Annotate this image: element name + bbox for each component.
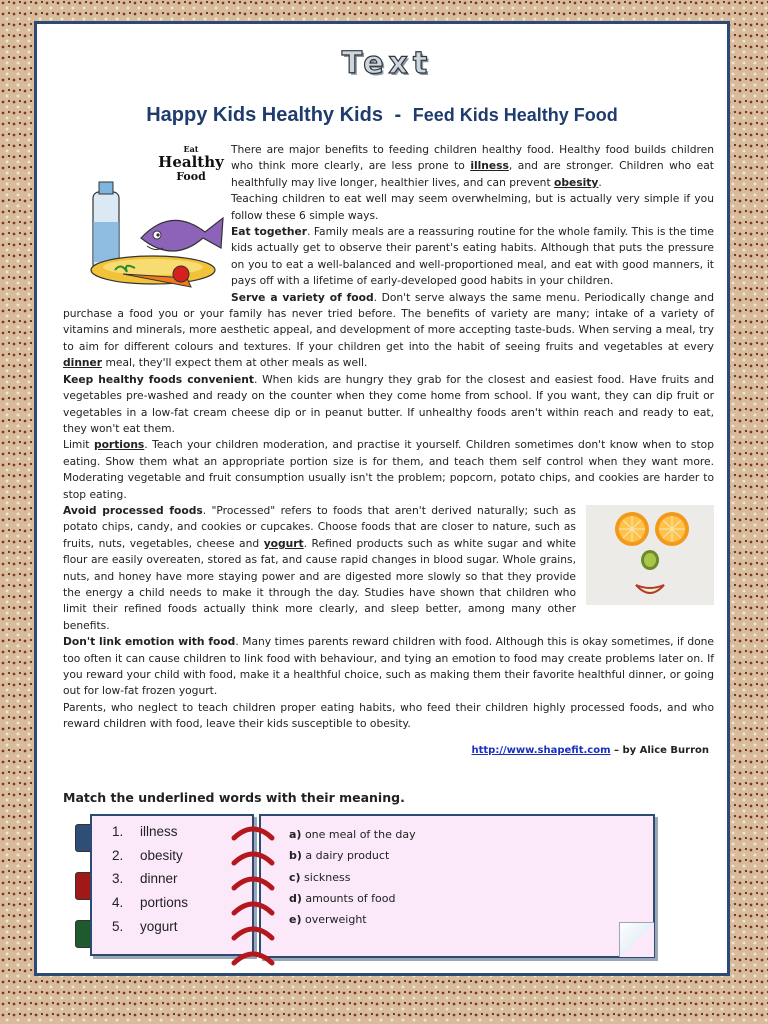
heading-processed: Avoid processed foods (63, 503, 203, 517)
word-text: dinner (140, 871, 178, 887)
fruit-face-photo (586, 505, 714, 605)
word-text: illness (140, 824, 178, 839)
illustration-caption-healthy: Healthy (158, 153, 224, 171)
underlined-word-yogurt: yogurt (263, 536, 304, 550)
binder-ring-icon (231, 826, 275, 841)
illustration-caption-food: Food (176, 170, 206, 183)
article-paragraph-conclusion (63, 700, 714, 733)
word-number: 5. (112, 918, 124, 934)
title-separator: - (394, 104, 402, 126)
p1-text-d: . (598, 175, 602, 189)
word-text: yogurt (140, 918, 178, 934)
article-paragraph-portions (63, 437, 714, 503)
p1-text-b: . Healthy food builds children who think more clearly, are less prone to (231, 143, 715, 173)
exercise-instruction: Match the underlined words with their meaning. (63, 790, 405, 805)
illustration-caption-eat: Eat (183, 144, 199, 154)
definition-item (289, 913, 416, 934)
healthy-food-illustration (63, 142, 231, 292)
underlined-word-obesity: obesity (554, 175, 599, 189)
definition-letter: d) (289, 891, 302, 905)
source-link[interactable]: http://www.shapefit.com (471, 745, 611, 756)
article-paragraph-emotion (63, 634, 714, 700)
definition-letter: b) (289, 849, 302, 863)
word-text: obesity (140, 847, 183, 863)
heading-eat-together: Eat together (231, 225, 307, 239)
word-number: 3. (112, 871, 124, 887)
word-number: 2. (112, 847, 124, 863)
page-curl-corner (619, 922, 654, 957)
article-paragraph-processed (63, 503, 714, 634)
definition-item (289, 871, 416, 892)
notebook-tab-3 (75, 920, 91, 948)
worksheet-sheet (34, 21, 730, 976)
p4-text-b: meal, they'll expect them at other meals as well. (102, 356, 368, 370)
binder-ring-icon (231, 876, 275, 891)
page-title (37, 104, 727, 127)
binder-rings (231, 826, 281, 976)
article-paragraph-convenient (63, 372, 714, 438)
definition-item (289, 828, 416, 849)
source-credit (472, 745, 710, 756)
source-author: – by Alice Burron (610, 745, 709, 756)
word-list-item (112, 848, 188, 872)
word-list-card (90, 814, 254, 956)
p9-text: Parents, who neglect to teach children proper eating habits, who feed their children highly processed foods, and who reward children with food, leave their kids susceptible to obesity. (63, 700, 714, 731)
article-body (63, 142, 714, 733)
p4-text-a: . Don't serve always the same menu. Periodically change and purchase a food you or your family has never tried before. The benefits of variety are many; intake of a variety of vitamins and minerals, more aesthetic appeal, and development of more accepting taste-buds. When serving a meal, try to aim for different colours and textures. If your children get into the habit of seeing fruits and vegetables at every (63, 290, 714, 353)
word-number: 1. (112, 824, 124, 839)
definition-list (289, 828, 416, 934)
binder-ring-icon (231, 926, 275, 941)
heading-emotion: Don't link emotion with food (63, 635, 236, 649)
word-list (112, 824, 188, 942)
underlined-word-illness: illness (470, 159, 509, 173)
definition-item (289, 849, 416, 870)
definition-text: overweight (301, 913, 367, 927)
fruit-face-drawing (586, 505, 714, 605)
heading-variety: Serve a variety of food (231, 290, 374, 304)
p8-text: . Many times parents reward children with food. Although this is okay sometimes, if done too often it can cause children to link food with behaviour, and tying an emotion to food may create problems later on. If you reward your child with food, make it a healthful choice, such as making them their favorite healthful dinner, or going out for low-fat frozen yogurt. (63, 635, 714, 698)
definition-text: sickness (300, 870, 351, 884)
article-paragraph-1 (63, 142, 714, 191)
definition-letter: c) (289, 870, 301, 884)
word-list-item (112, 919, 188, 943)
p1-text-c: , and are stronger. Children who eat healthfully may live longer, healthier lives, and can prevent (231, 159, 714, 189)
notebook-tabs (75, 824, 91, 968)
underlined-word-portions: portions (93, 438, 145, 452)
title-main: Happy Kids Healthy Kids (146, 104, 383, 126)
banner-label: Text (341, 46, 433, 81)
definition-text: one meal of the day (301, 828, 416, 841)
underlined-word-dinner: dinner (63, 356, 103, 370)
definition-item (289, 892, 416, 913)
definition-text: amounts of food (301, 891, 396, 905)
binder-ring-icon (231, 851, 275, 866)
binder-ring-icon (231, 901, 275, 916)
p5-text: . When kids are hungry they grab for the closest and easiest food. Have fruits and vegetables pre-washed and ready on the counter when they come home from school. If you want, they can dip fruit or vegetables in a low-fat cream cheese dip or in peanut butter. If unhealthy foods aren't within reach and ready to eat, they won't eat them. (63, 372, 715, 435)
p1-text-a: There are major benefits to feeding children healthy food (231, 143, 551, 156)
word-list-item (112, 871, 188, 895)
definition-letter: e) (289, 913, 302, 927)
word-text: portions (140, 895, 189, 911)
p6-text-b: . Teach your children moderation, and practise it yourself. Children sometimes don't know when to stop eating. Show them what an appropriate portion size is for them, and teach them self control when they want more. Moderating vegetable and fruit consumption usually isn't the problem; popcorn, potato chips, and cookies are harder to stop eating. (63, 438, 714, 501)
binder-ring-icon (231, 951, 275, 966)
p7-text-b: . Refined products such as white sugar and white flour are easily overeaten, stored as fat, and cause rapid changes in blood sugar. Whole grains, nuts, and honey have more staying power and are digested more slowly so that they provide the energy a child needs to make it through the day. Studies have shown that children who limit their refined foods actually think more clearly, and sleep better, among many other benefits. (63, 536, 577, 632)
article-paragraph-variety (63, 290, 714, 372)
definition-letter: a) (289, 828, 302, 841)
p6-text-a: Limit (63, 438, 94, 452)
word-list-item (112, 895, 188, 919)
heading-convenient: Keep healthy foods convenient (63, 372, 254, 386)
definition-card (259, 814, 655, 958)
notebook-tab-1 (75, 824, 91, 852)
p3-text: . Family meals are a reassuring routine for the whole family. This is the time kids actually get to observe their parent's eating habits. Although that puts the pressure on you to eat a well-balanced and well-proportioned meal, and eat with good manners, it pays off with a lifetime of early-developed good habits in your children. (231, 225, 714, 288)
word-number: 4. (112, 895, 124, 911)
title-sub: Feed Kids Healthy Food (412, 105, 618, 125)
p2-text: Teaching children to eat well may seem overwhelming, but is actually very simple if you follow these 6 simple ways. (231, 192, 714, 222)
notebook-tab-2 (75, 872, 91, 900)
definition-text: a dairy product (301, 849, 390, 863)
word-list-item (112, 824, 188, 848)
p7-text-a: . "Processed" refers to foods that aren't derived naturally; such as potato chips, candy, and cookies or cupcakes. Choose foods that are closer to nature, such as fruits, nuts, vegetables, cheese and (63, 503, 576, 550)
banner-text-heading (307, 46, 467, 86)
